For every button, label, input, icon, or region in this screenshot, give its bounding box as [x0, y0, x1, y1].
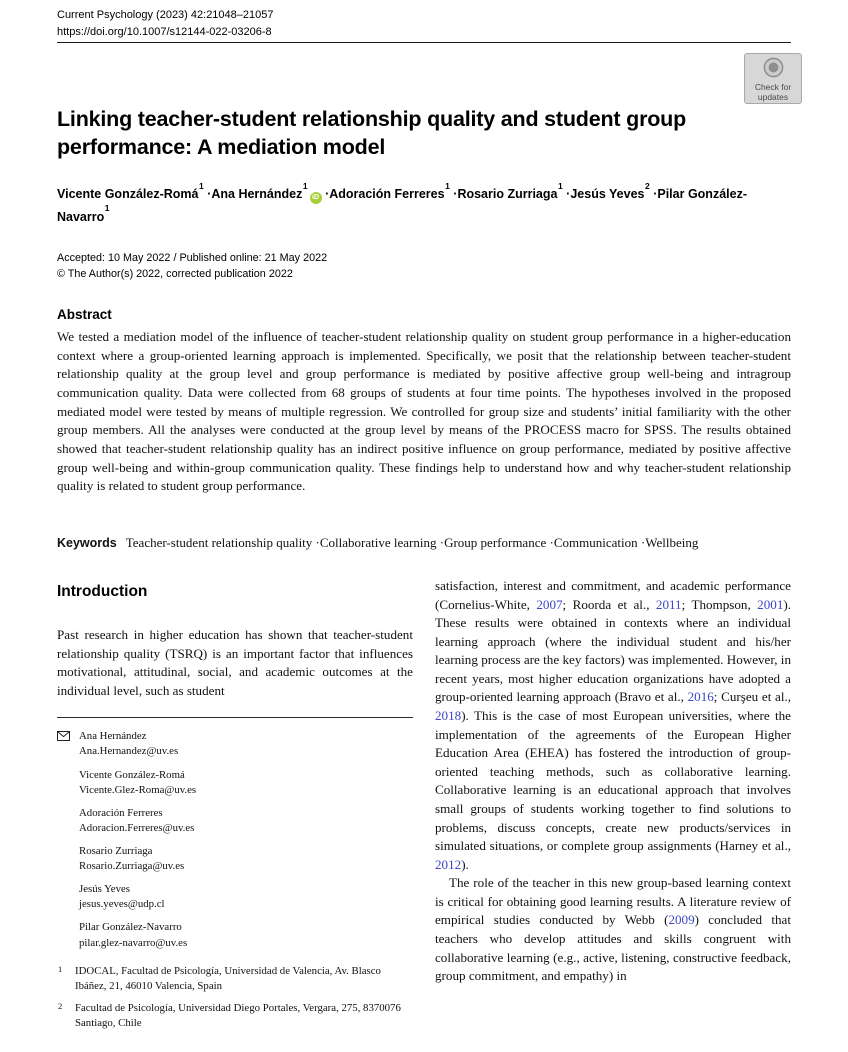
orcid-icon[interactable]: iD	[310, 192, 322, 204]
keywords-line	[57, 535, 797, 551]
correspondence-list	[57, 729, 413, 950]
affiliation	[57, 964, 413, 994]
contact-email[interactable]: pilar.glez-navarro@uv.es	[79, 936, 188, 949]
keywords-label: Keywords	[57, 536, 117, 550]
paper-title: Linking teacher-student relationship quality and student group performance: A mediation model	[57, 107, 687, 159]
journal-citation-line: Current Psychology (2023) 42:21048–21057	[57, 9, 274, 21]
intro-paragraph: Past research in higher education has shown that teacher-student relationship quality (TSRQ) is an important factor that influences motivational, attitudinal, social, and academic outcomes at the individual level, such as student	[57, 627, 413, 698]
journal-header	[57, 7, 273, 40]
keyword: Teacher-student relationship quality ·	[126, 535, 320, 550]
publication-dates	[57, 250, 327, 282]
affiliation-number: 2	[58, 1000, 63, 1011]
crossmark-icon	[763, 57, 784, 83]
contact-entry	[57, 806, 413, 836]
two-column-body	[57, 577, 791, 1052]
contact-email[interactable]: Rosario.Zurriaga@uv.es	[79, 860, 185, 873]
copyright-line: © The Author(s) 2022, corrected publication 2022	[57, 268, 293, 281]
author: Pilar González-Navarro$^1$	[57, 187, 747, 224]
affiliation-number: 1	[58, 963, 63, 974]
contact-name: Vicente González-Romá	[79, 768, 185, 781]
envelope-icon	[57, 731, 70, 746]
abstract-text: We tested a mediation model of the influence of teacher-student relationship quality on student group performance in a higher-education context where a group-oriented learning approach is implemented. Specifically, we posit that the relationship between teacher-student relationship quality at the group level and group performance is mediated by positive affective group well-being and intragroup communication quality. Data were collected from 68 groups of students at four time points. The hypotheses involved in the proposed mediated model were tested by means of multiple regression. We controlled for group size and students’ initial familiarity with the other group members. All the analyses were conducted at the group level by means of the PROCESS macro for SPSS. The results obtained showed that teacher-student relationship quality has an indirect positive influence on group performance, mediated by positive affective group well-being and within-group communication quality. These findings help to understand how and why teacher-student relationship quality is related to student group performance.	[57, 329, 791, 494]
author: Jesús Yeves$^2$ ·	[570, 187, 657, 201]
right-column-paragraph: The role of the teacher in this new group-based learning context is critical for obtaining good learning results. A literature review of empirical studies conducted by Webb (2009) concluded that teachers who develop attitudes and skills congruent with collaborative learning (e.g., active, listening, constructive feedback, group commitment, and empathy) in	[435, 875, 791, 984]
contact-entry	[57, 768, 413, 798]
contact-entry	[57, 844, 413, 874]
right-column-paragraph: satisfaction, interest and commitment, and academic performance (Cornelius-White, 2007; Roorda et al., 2011; Thompson, 2001). These results were obtained in contexts where an individual learning approach (where the individual student and his/her learning process are the key factors) was implemented. However, in recent years, most higher education organizations have adopted a group-oriented learning approach (Bravo et al., 2016; Curşeu et al., 2018). This is the case of most European universities, where the implementation of the agreements of the European Higher Education Area (EHEA) has fostered the introduction of group-oriented teaching methods, such as collaborative learning. Collaborative learning is an educational approach that involves small groups of students working together to find solutions to problems, discuss concepts, create new products/services in simulated situations, or complete group assignments (Harney et al., 2012).	[435, 578, 791, 872]
author: Ana Hernández$^1$iD ·	[211, 187, 329, 201]
introduction-heading: Introduction	[57, 583, 148, 600]
check-for-updates-label: Check for updates	[754, 82, 792, 102]
citation-link[interactable]: 2012	[435, 856, 462, 872]
author: Rosario Zurriaga$^1$ ·	[457, 187, 570, 201]
contact-entry	[57, 729, 413, 759]
affiliations-list	[57, 964, 413, 1031]
contact-name: Rosario Zurriaga	[79, 844, 153, 857]
keyword: Communication ·	[554, 535, 645, 550]
citation-link[interactable]: 2009	[668, 912, 695, 928]
contact-email[interactable]: Adoracion.Ferreres@uv.es	[79, 821, 195, 834]
contact-name: Ana Hernández	[79, 730, 147, 743]
keyword: Wellbeing	[645, 535, 699, 550]
doi-link[interactable]: https://doi.org/10.1007/s12144-022-03206-8	[57, 25, 272, 38]
contact-name: Adoración Ferreres	[79, 806, 163, 819]
accepted-line: Accepted: 10 May 2022 / Published online: 21 May 2022	[57, 252, 328, 264]
contact-email[interactable]: jesus.yeves@udp.cl	[79, 898, 165, 911]
contact-name: Pilar González-Navarro	[79, 921, 182, 934]
left-column	[57, 577, 413, 1052]
citation-link[interactable]: 2001	[757, 596, 784, 612]
keyword: Collaborative learning ·	[320, 535, 444, 550]
affiliation	[57, 1001, 413, 1031]
author: Adoración Ferreres$^1$ ·	[329, 187, 457, 201]
affiliation-text: Facultad de Psicología, Universidad Diego Portales, Vergara, 275, 8370076 Santiago, Chile	[75, 1001, 401, 1029]
authors-line	[57, 183, 769, 228]
check-for-updates-badge[interactable]	[744, 53, 802, 104]
citation-link[interactable]: 2016	[687, 689, 714, 705]
right-column	[435, 577, 791, 1052]
contact-email[interactable]: Vicente.Glez-Roma@uv.es	[79, 783, 197, 796]
keyword: Group performance ·	[444, 535, 554, 550]
author: Vicente González-Romá$^1$ ·	[57, 187, 211, 201]
contact-entry	[57, 882, 413, 912]
abstract-heading: Abstract	[57, 307, 112, 322]
footnote-divider	[57, 717, 413, 718]
affiliation-text: IDOCAL, Facultad de Psicología, Universidad de Valencia, Av. Blasco Ibáñez, 21, 46010 Valencia, Spain	[75, 964, 381, 992]
citation-link[interactable]: 2018	[435, 708, 462, 724]
contact-name: Jesús Yeves	[79, 883, 130, 896]
header-divider	[57, 42, 791, 43]
citation-link[interactable]: 2007	[536, 596, 563, 612]
contact-email[interactable]: Ana.Hernandez@uv.es	[79, 745, 179, 758]
contact-entry	[57, 920, 413, 950]
citation-link[interactable]: 2011	[655, 596, 682, 612]
